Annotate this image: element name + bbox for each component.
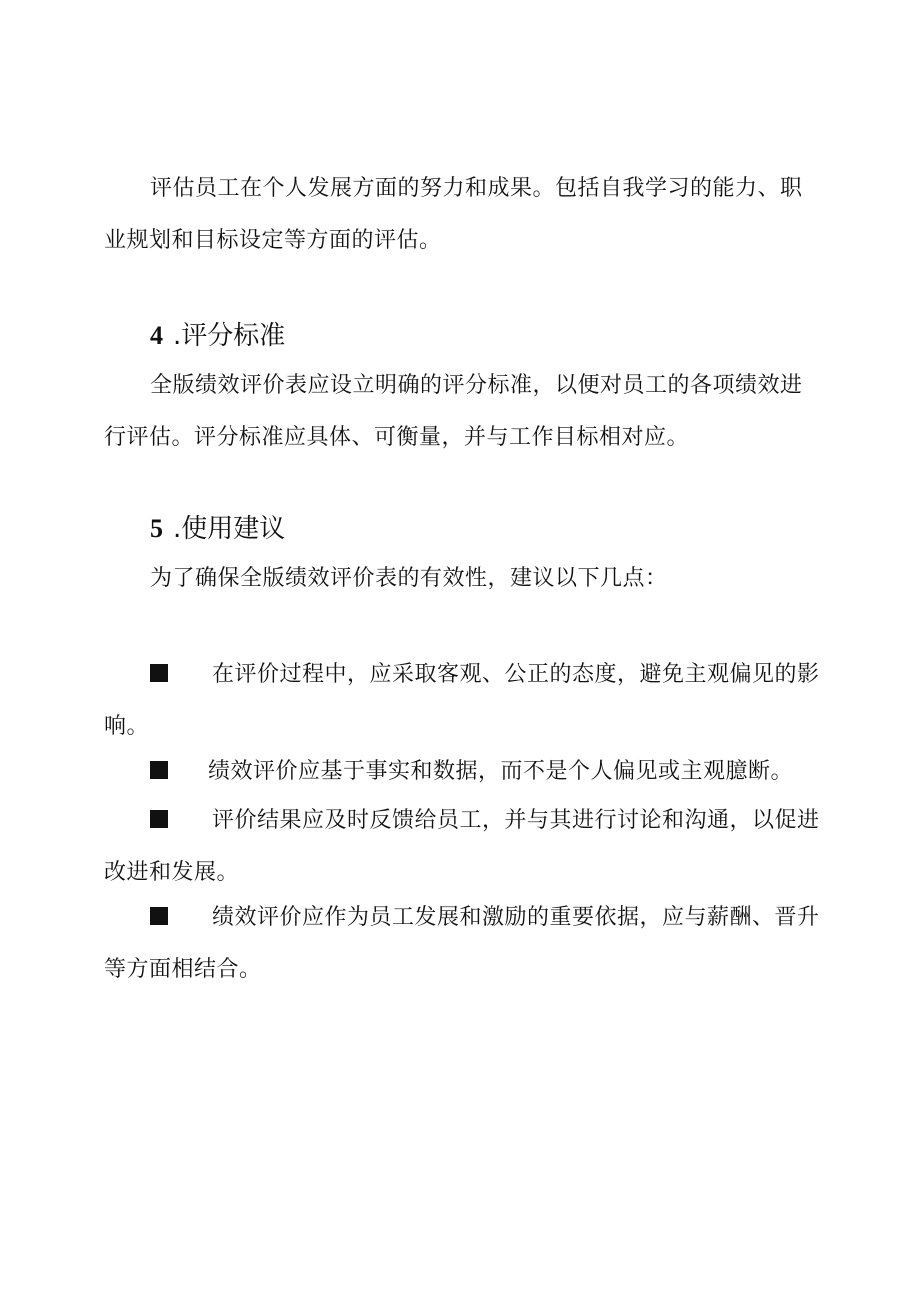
bullet-item-3 (104, 795, 820, 899)
bullet-item-1-text: 在评价过程中，应采取客观、公正的态度，避免主观偏见的影响。 (104, 662, 820, 739)
bullet-item-2-text: 绩效评价应基于事实和数据，而不是个人偏见或主观臆断。 (208, 759, 794, 784)
square-bullet-icon (150, 761, 168, 779)
section-5-intro: 为了确保全版绩效评价表的有效性，建议以下几点： (150, 566, 668, 591)
bullet-item-4 (104, 892, 820, 996)
section-5-title: .使用建议 (173, 514, 286, 544)
bullet-item-3-text: 评价结果应及时反馈给员工，并与其进行讨论和沟通，以促进改进和发展。 (104, 808, 820, 885)
square-bullet-icon (150, 664, 168, 682)
bullet-item-1 (104, 649, 820, 753)
square-bullet-icon (150, 810, 168, 828)
section-4-heading (150, 318, 285, 354)
section-4-title: .评分标准 (173, 321, 286, 351)
section-5-heading (150, 511, 285, 547)
square-bullet-icon (150, 907, 168, 925)
intro-paragraph: 评估员工在个人发展方面的努力和成果。包括自我学习的能力、职业规划和目标设定等方面的评估。 (104, 176, 803, 253)
bullet-item-4-text: 绩效评价应作为员工发展和激励的重要依据，应与薪酬、晋升等方面相结合。 (104, 905, 820, 982)
section-4-number: 4 (150, 321, 163, 350)
bullet-item-2 (104, 746, 820, 798)
section-4-body: 全版绩效评价表应设立明确的评分标准，以便对员工的各项绩效进行评估。评分标准应具体、可衡量，并与工作目标相对应。 (104, 373, 803, 450)
section-5-number: 5 (150, 514, 163, 543)
